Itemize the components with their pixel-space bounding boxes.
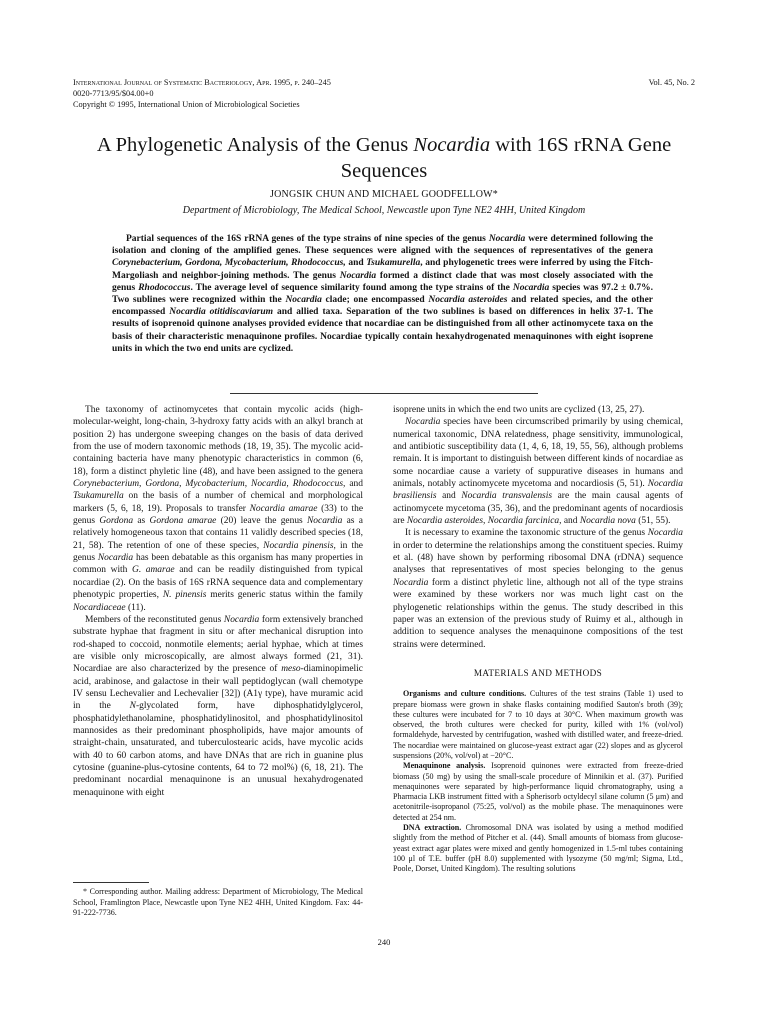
running-header bbox=[73, 77, 695, 110]
section-heading-materials-methods: MATERIALS AND METHODS bbox=[473, 667, 603, 678]
body-paragraph-3: isoprene units in which the end two units are cyclized (13, 25, 27). bbox=[393, 405, 645, 415]
copyright-line: Copyright © 1995, International Union of Microbiological Societies bbox=[73, 100, 300, 109]
methods-paragraph-menaquinone: Menaquinone analysis. Isoprenoid quinones were extracted from freeze-dried biomass (50 mg) by using the small-scale procedure of Minnikin et al. (37). Purified menaquinones were separated by high-performance liquid chromatography, using a Pharmacia LKB instrument fitted with a Spherisorb octyldecyl silane column (5 μm) and acetonitrile-isopropanol (75:25, vol/vol) as the mobile phase. The menaquinones were detected at 254 nm. bbox=[393, 761, 683, 822]
methods-text bbox=[393, 689, 683, 874]
left-column bbox=[73, 404, 363, 799]
methods-paragraph-organisms: Organisms and culture conditions. Cultures of the test strains (Table 1) used to prepare biomass were grown in shake flasks containing modified Sauton's broth (39); these cultures were incubated for 7 to 10 days at 30°C. When maximum growth was observed, the broth cultures were checked for purity, killed with 1% (vol/vol) formaldehyde, harvested by centrifugation, washed with distilled water, and freeze-dried. The nocardiae were maintained on glucose-yeast extract agar (22) slopes and as glycerol suspensions (20%, vol/vol) at −20°C. bbox=[393, 689, 683, 760]
title-text-2: with 16S rRNA Gene Sequences bbox=[340, 134, 672, 182]
volume-issue: Vol. 45, No. 2 bbox=[648, 78, 695, 87]
abstract: Partial sequences of the 16S rRNA genes of the type strains of nine species of the genus Nocardia were determined following the isolation and cloning of the amplified genes. These sequences were aligned with the sequences of representatives of the genera Corynebacterium, Gordona, Mycobacterium, Rhodococcus, and Tsukamurella, and phylogenetic trees were inferred by using the Fitch-Margoliash and neighbor-joining methods. The genus Nocardia formed a distinct clade that was most closely associated with the genus Rhodococcus. The average level of sequence similarity found among the type strains of the Nocardia species was 97.2 ± 0.7%. Two sublines were recognized within the Nocardia clade; one encompassed Nocardia asteroides and related species, and the other encompassed Nocardia otitidiscaviarum and allied taxa. Separation of the two sublines is based on differences in helix 37-1. The results of isoprenoid quinone analyses provided evidence that nocardiae can be distinguished from all other actinomycete taxa on the basis of their characteristic menaquinone profiles. Nocardiae typically contain hexahydrogenated menaquinones with eight isoprene units in which the two end units are cyclized. bbox=[112, 234, 654, 354]
issn-line: 0020-7713/95/$04.00+0 bbox=[73, 89, 154, 98]
body-paragraph-1: The taxonomy of actinomycetes that contain mycolic acids (high-molecular-weight, long-chain, 3-hydroxy fatty acids with an alkyl branch at position 2) has undergone sweeping changes on the basis of data derived from the use of modern taxonomic methods (18, 19, 35). The mycolic acid-containing bacteria have many phenotypic characteristics in common (6, 18), form a distinct phyletic line (48), and have been assigned to the genera Corynebacterium, Gordona, Mycobacterium, Nocardia, Rhodococcus, and Tsukamurella on the basis of a number of chemical and morphological markers (5, 6, 18, 19). Proposals to transfer Nocardia amarae (33) to the genus Gordona as Gordona amarae (20) leave the genus Nocardia as a relatively homogeneous taxon that contains 11 validly described species (18, 21, 58). The retention of one of these species, Nocardia pinensis, in the genus Nocardia has been debatable as this organism has many properties in common with G. amarae and can be readily distinguished from typical nocardiae (2). On the basis of 16S rRNA sequence data and complementary phenotypic properties, N. pinensis merits generic status within the family Nocardiaceae (11). bbox=[73, 405, 364, 613]
footnote-divider bbox=[73, 882, 149, 883]
title-genus: Nocardia bbox=[413, 134, 491, 156]
article-title bbox=[60, 132, 708, 184]
body-paragraph-4: Nocardia species have been circumscribed primarily by using chemical, numerical taxonomic, DNA relatedness, phage sensitivity, immunological, and antibiotic susceptibility data (1, 4, 6, 18, 19, 55, 56), although problems remain. It is important to distinguish between different kinds of nocardiae as some nocardiae cause a variety of suppurative diseases in humans and animals, notably actinomycete mycetoma and nocardiosis (5, 51). Nocardia brasiliensis and Nocardia transvalensis are the main causal agents of actinomycete mycetoma (35, 36), and the predominant agents of nocardiosis are Nocardia asteroides, Nocardia farcinica, and Nocardia nova (51, 55). bbox=[393, 417, 683, 527]
affiliation-line: Department of Microbiology, The Medical School, Newcastle upon Tyne NE2 4HH, United Kingdom bbox=[182, 205, 586, 216]
title-text-1: A Phylogenetic Analysis of the Genus bbox=[96, 134, 414, 156]
abstract-divider bbox=[230, 393, 538, 394]
body-paragraph-5: It is necessary to examine the taxonomic structure of the genus Nocardia in order to determine the relationships among the constituent species. Ruimy et al. (48) have shown by performing ribosomal DNA (rDNA) sequence analyses that representatives of most species belonging to the genus Nocardia form a distinct phyletic line, although not all of the type strains were examined by these workers nor was much light cast on the phylogenetic relationships within the genus. The study described in this paper was an extension of the previous study of Ruimy et al., although in addition to sequence analyses the menaquinone compositions of the test strains were determined. bbox=[393, 528, 683, 650]
page-number: 240 bbox=[377, 937, 391, 947]
corresponding-author-footnote: * Corresponding author. Mailing address: Department of Microbiology, The Medical School, Framlington Place, Newcastle upon Tyne NE2 4HH, United Kingdom. Fax: 44-91-222-7736. bbox=[73, 887, 363, 918]
body-paragraph-2: Members of the reconstituted genus Nocardia form extensively branched substrate hyphae that fragment in situ or after mechanical disruption into rod-shaped to coccoid, nonmotile elements; aerial hyphae, which at times are visible only microscopically, are almost always formed (21, 31). Nocardiae are also characterized by the presence of meso-diaminopimelic acid, arabinose, and galactose in their wall peptidoglycan (wall chemotype IV sensu Lechevalier and Lechevalier [32]) (A1γ type), have muramic acid in the N-glycolated form, have diphosphatidylglycerol, phosphatidylethanolamine, phosphatidylinositol, and phosphatidylinositol mannosides as their predominant phospholipids, have major amounts of straight-chain, unsaturated, and tuberculostearic acids, have mycolic acids with 40 to 60 carbon atoms, and have DNAs that are rich in guanine plus cytosine (guanine-plus-cytosine contents, 64 to 72 mol%) (6, 18, 21). The predominant nocardial menaquinone is an unusual hexahydrogenated menaquinone with eight bbox=[73, 614, 363, 798]
methods-paragraph-dna-extraction: DNA extraction. Chromosomal DNA was isolated by using a method modified slightly from the method of Pitcher et al. (44). Small amounts of biomass from glucose-yeast extract agar plates were mixed and gently homogenized in 1.5-ml tubes containing 100 μl of T.E. buffer (pH 8.0) supplemented with lysozyme (50 mg/ml; Sigma, Ltd., Poole, Dorset, United Kingdom). The resulting solutions bbox=[393, 823, 683, 874]
author-line: JONGSIK CHUN AND MICHAEL GOODFELLOW* bbox=[270, 189, 498, 200]
journal-citation: International Journal of Systematic Bacteriology, Apr. 1995, p. 240–245 bbox=[73, 78, 331, 87]
right-column bbox=[393, 404, 683, 875]
